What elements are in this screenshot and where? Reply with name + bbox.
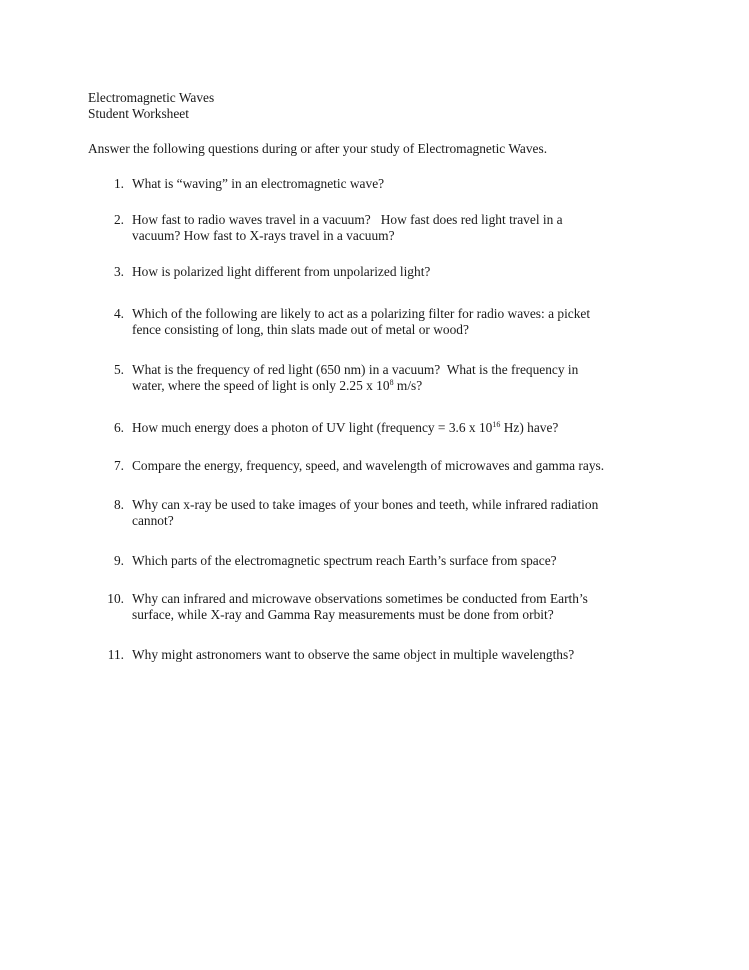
question-number: 1.	[113, 176, 124, 191]
question-text: Why might astronomers want to observe the same object in multiple wavelengths?	[132, 647, 575, 662]
exponent: 8	[389, 378, 394, 387]
question-text: What is “waving” in an electromagnetic wave?	[132, 176, 385, 191]
question-text: How fast to radio waves travel in a vacuum? How fast does red light travel in a	[132, 212, 563, 227]
question-text: How much energy does a photon of UV light (frequency = 3.6 x $10^{16}$ Hz) have?	[132, 420, 559, 435]
question-number: 11.	[107, 647, 124, 662]
question-text: Why can infrared and microwave observations sometimes be conducted from Earth’s	[132, 591, 588, 606]
question-text: surface, while X-ray and Gamma Ray measurements must be done from orbit?	[132, 607, 554, 622]
exponent: 16	[492, 420, 501, 429]
document-title: Electromagnetic Waves	[88, 90, 215, 105]
question-text: How is polarized light different from unpolarized light?	[132, 264, 431, 279]
question-number: 7.	[113, 458, 124, 473]
question-text: fence consisting of long, thin slats made out of metal or wood?	[132, 322, 469, 337]
question-text: Compare the energy, frequency, speed, and wavelength of microwaves and gamma rays.	[132, 458, 605, 473]
question-number: 2.	[113, 212, 124, 227]
question-number: 4.	[113, 306, 124, 321]
question-number: 8.	[113, 497, 124, 512]
document-subtitle: Student Worksheet	[88, 106, 189, 121]
question-number: 6.	[113, 420, 124, 435]
question-number: 5.	[113, 362, 124, 377]
question-number: 9.	[113, 553, 124, 568]
question-text: vacuum? How fast to X-rays travel in a vacuum?	[132, 228, 395, 243]
question-text: What is the frequency of red light (650 nm) in a vacuum? What is the frequency in	[132, 362, 579, 377]
question-text: Why can x-ray be used to take images of your bones and teeth, while infrared radiation	[132, 497, 599, 512]
question-text: Which parts of the electromagnetic spectrum reach Earth’s surface from space?	[132, 553, 557, 568]
instructions: Answer the following questions during or after your study of Electromagnetic Waves.	[88, 141, 548, 156]
question-text: water, where the speed of light is only 2.25 x $10^8$ m/s?	[132, 378, 423, 393]
question-number: 10.	[107, 591, 124, 606]
question-text: Which of the following are likely to act as a polarizing filter for radio waves: a picket	[132, 306, 591, 321]
question-number: 3.	[113, 264, 124, 279]
question-text: cannot?	[132, 513, 174, 528]
